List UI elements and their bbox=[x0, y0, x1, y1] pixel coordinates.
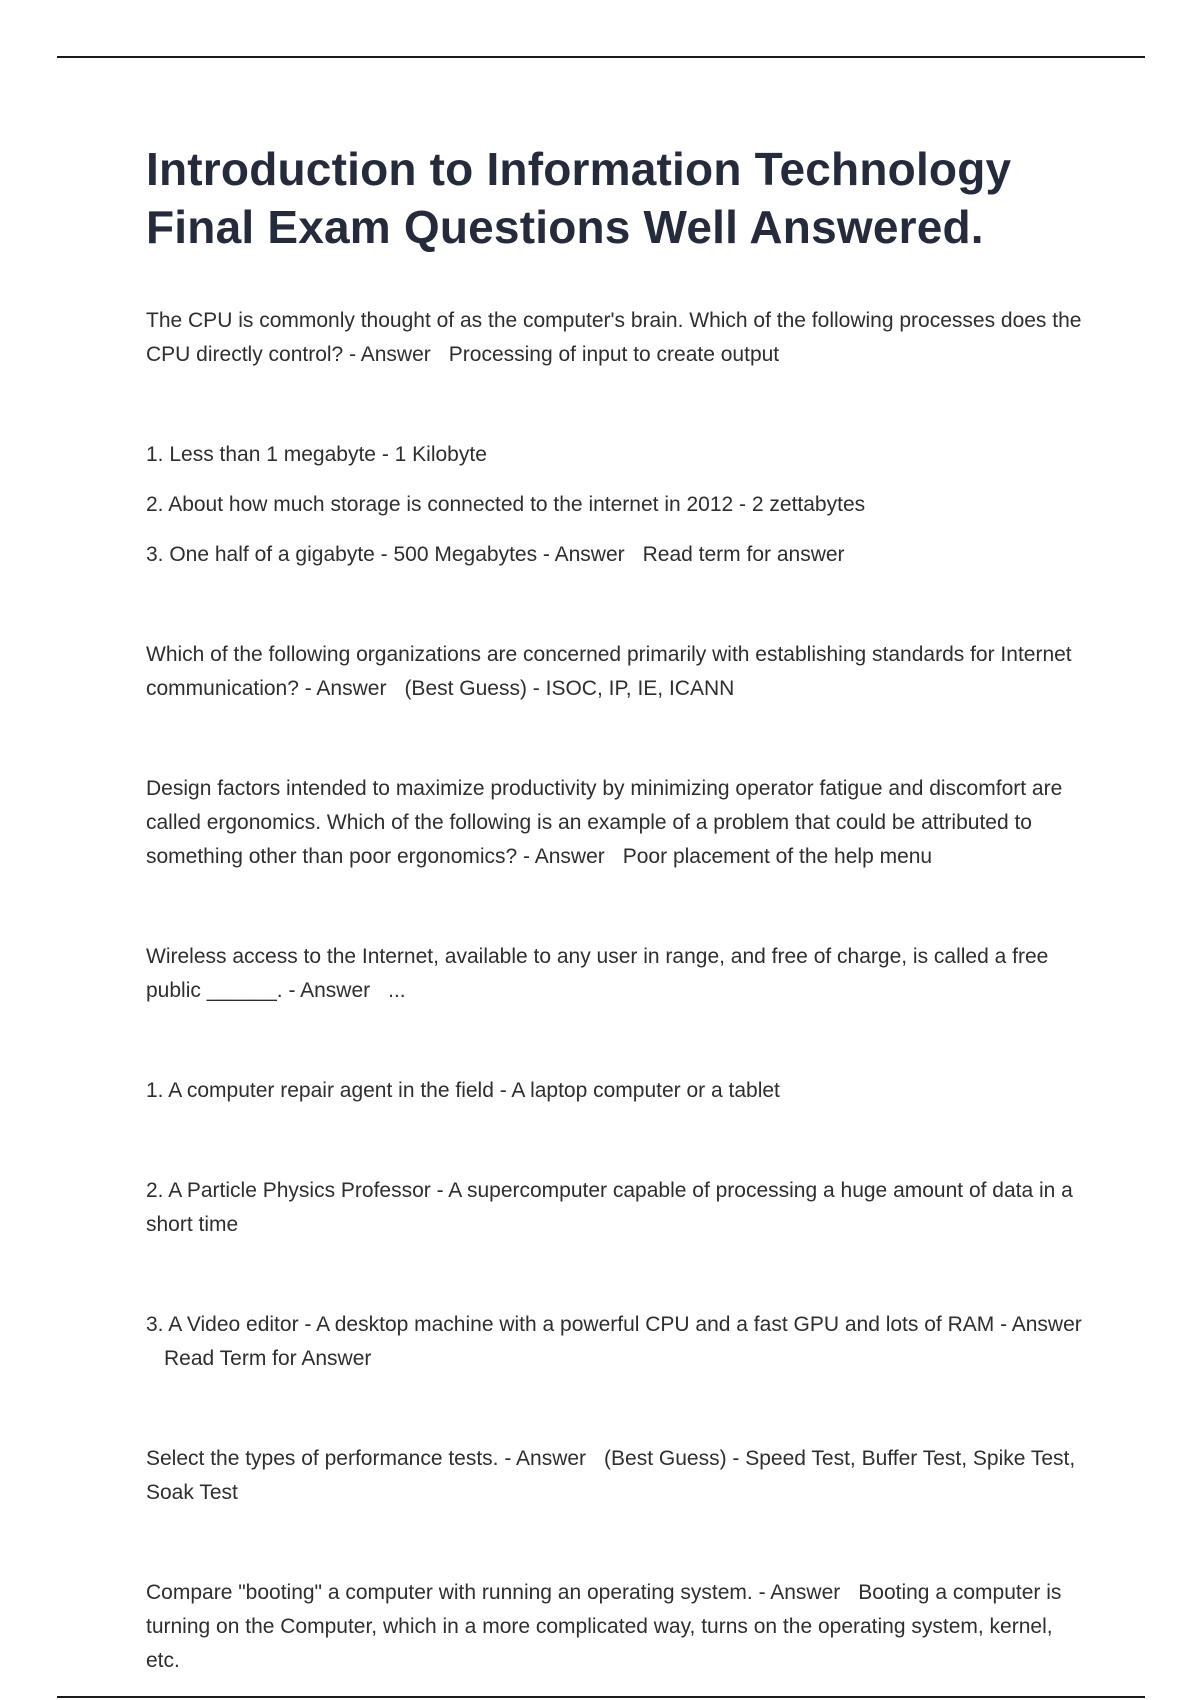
answer-text: Booting a computer is turning on the Computer, which in a more complicated way, turns on the operating system, kernel, etc. bbox=[146, 1581, 1062, 1672]
qa-item-video-editor bbox=[146, 1308, 1091, 1376]
qa-item-performance-tests bbox=[146, 1442, 1091, 1510]
qa-item-ergonomics bbox=[146, 772, 1091, 874]
document-page bbox=[146, 140, 1091, 1700]
qa-item-storage-1 bbox=[146, 438, 1091, 472]
qa-item-repair-agent bbox=[146, 1074, 1091, 1108]
title-line-1: Introduction to Information Technology bbox=[146, 143, 1012, 195]
question-text: Design factors intended to maximize productivity by minimizing operator fatigue and discomfort are called ergonomics. Which of the following is an example of a problem that could be attributed to something other than poor ergonomics? - Answer bbox=[146, 777, 1063, 868]
answer-text: Read Term for Answer bbox=[164, 1347, 372, 1370]
qa-item-organizations bbox=[146, 638, 1091, 706]
item-text: 1. Less than 1 megabyte - 1 Kilobyte bbox=[146, 443, 487, 466]
answer-text: Read term for answer bbox=[642, 543, 845, 566]
answer-text: (Best Guess) - ISOC, IP, IE, ICANN bbox=[404, 677, 735, 700]
question-text: 3. A Video editor - A desktop machine with a powerful CPU and a fast GPU and lots of RAM - Answer bbox=[146, 1313, 1082, 1336]
top-rule bbox=[57, 56, 1145, 58]
question-text: Which of the following organizations are concerned primarily with establishing standards for Internet communication? - Answer bbox=[146, 643, 1072, 700]
qa-item-cpu bbox=[146, 304, 1091, 372]
question-text: Compare "booting" a computer with running an operating system. - Answer bbox=[146, 1581, 841, 1604]
answer-text: ... bbox=[388, 979, 406, 1002]
answer-text: Processing of input to create output bbox=[448, 343, 780, 366]
qa-item-storage-3 bbox=[146, 538, 1091, 572]
question-text: Select the types of performance tests. - Answer bbox=[146, 1447, 587, 1470]
answer-text: Poor placement of the help menu bbox=[622, 845, 933, 868]
question-text: 3. One half of a gigabyte - 500 Megabytes - Answer bbox=[146, 543, 625, 566]
bottom-rule bbox=[57, 1696, 1145, 1698]
document-title bbox=[146, 140, 1091, 256]
qa-content bbox=[146, 304, 1091, 1678]
question-text: Wireless access to the Internet, available to any user in range, and free of charge, is called a free public ______. - Answer bbox=[146, 945, 1049, 1002]
item-text: 2. A Particle Physics Professor - A supercomputer capable of processing a huge amount of data in a short time bbox=[146, 1179, 1073, 1236]
item-text: 2. About how much storage is connected to the internet in 2012 - 2 zettabytes bbox=[146, 493, 866, 516]
qa-item-wireless bbox=[146, 940, 1091, 1008]
qa-item-storage-2 bbox=[146, 488, 1091, 522]
title-line-2: Final Exam Questions Well Answered. bbox=[146, 201, 984, 253]
question-text: The CPU is commonly thought of as the computer's brain. Which of the following processes does the CPU directly control? - Answer bbox=[146, 309, 1082, 366]
answer-text: (Best Guess) - Speed Test, Buffer Test, Spike Test, Soak Test bbox=[146, 1447, 1076, 1504]
qa-item-physics-professor bbox=[146, 1174, 1091, 1242]
qa-item-booting bbox=[146, 1576, 1091, 1678]
item-text: 1. A computer repair agent in the field - A laptop computer or a tablet bbox=[146, 1079, 780, 1102]
